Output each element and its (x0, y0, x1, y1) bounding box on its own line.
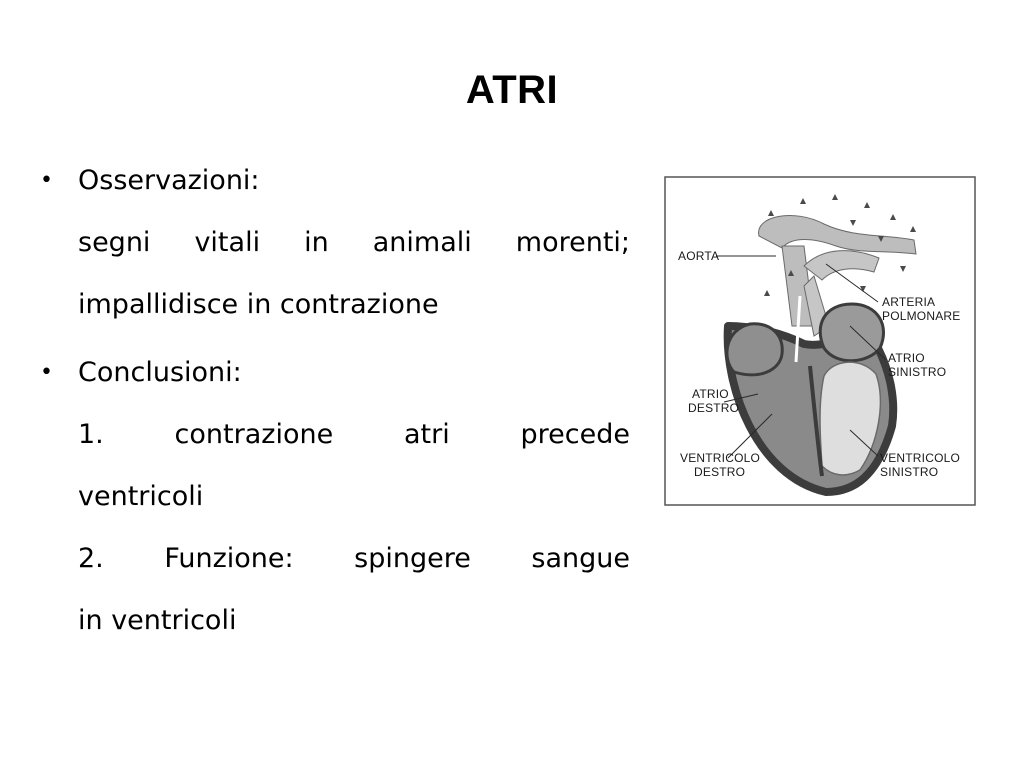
text-line: in ventricoli (78, 605, 237, 636)
slide-content (40, 150, 630, 652)
bullet-conclusions (40, 342, 630, 404)
bullet-label: Osservazioni: (78, 165, 260, 196)
label-atrio-destro-1: ATRIO (692, 387, 729, 401)
left-atrium (820, 304, 883, 361)
label-polmonare: POLMONARE (882, 309, 961, 323)
label-atrio-sinistro-2: SINISTRO (888, 365, 947, 379)
slide-title: ATRI (465, 68, 559, 112)
bullet-dot: • (40, 360, 53, 385)
conclusion-item-2 (40, 528, 630, 652)
label-arteria: ARTERIA (882, 295, 936, 309)
text-line: impallidisce in contrazione (78, 289, 439, 320)
label-atrio-sinistro-1: ATRIO (888, 351, 925, 365)
bullet-dot: • (40, 168, 53, 193)
bullet-observations (40, 150, 630, 212)
label-ventricolo-destro-2: DESTRO (694, 465, 746, 479)
heart-diagram (664, 176, 982, 512)
right-atrium (727, 324, 782, 375)
label-aorta: AORTA (678, 249, 720, 263)
conclusion-item-1 (40, 404, 630, 528)
heart-diagram-svg (664, 176, 982, 512)
label-ventricolo-sinistro-1: VENTRICOLO (880, 451, 961, 465)
text-line: 1. contrazione atri precede (78, 419, 630, 450)
label-ventricolo-destro-1: VENTRICOLO (680, 451, 761, 465)
bullet-label: Conclusioni: (78, 357, 242, 388)
text-line: ventricoli (78, 481, 204, 512)
text-line: segni vitali in animali morenti; (78, 227, 630, 258)
observations-text (40, 212, 630, 336)
text-line: 2. Funzione: spingere sangue (78, 543, 630, 574)
label-atrio-destro-2: DESTRO (688, 401, 740, 415)
label-ventricolo-sinistro-2: SINISTRO (880, 465, 939, 479)
